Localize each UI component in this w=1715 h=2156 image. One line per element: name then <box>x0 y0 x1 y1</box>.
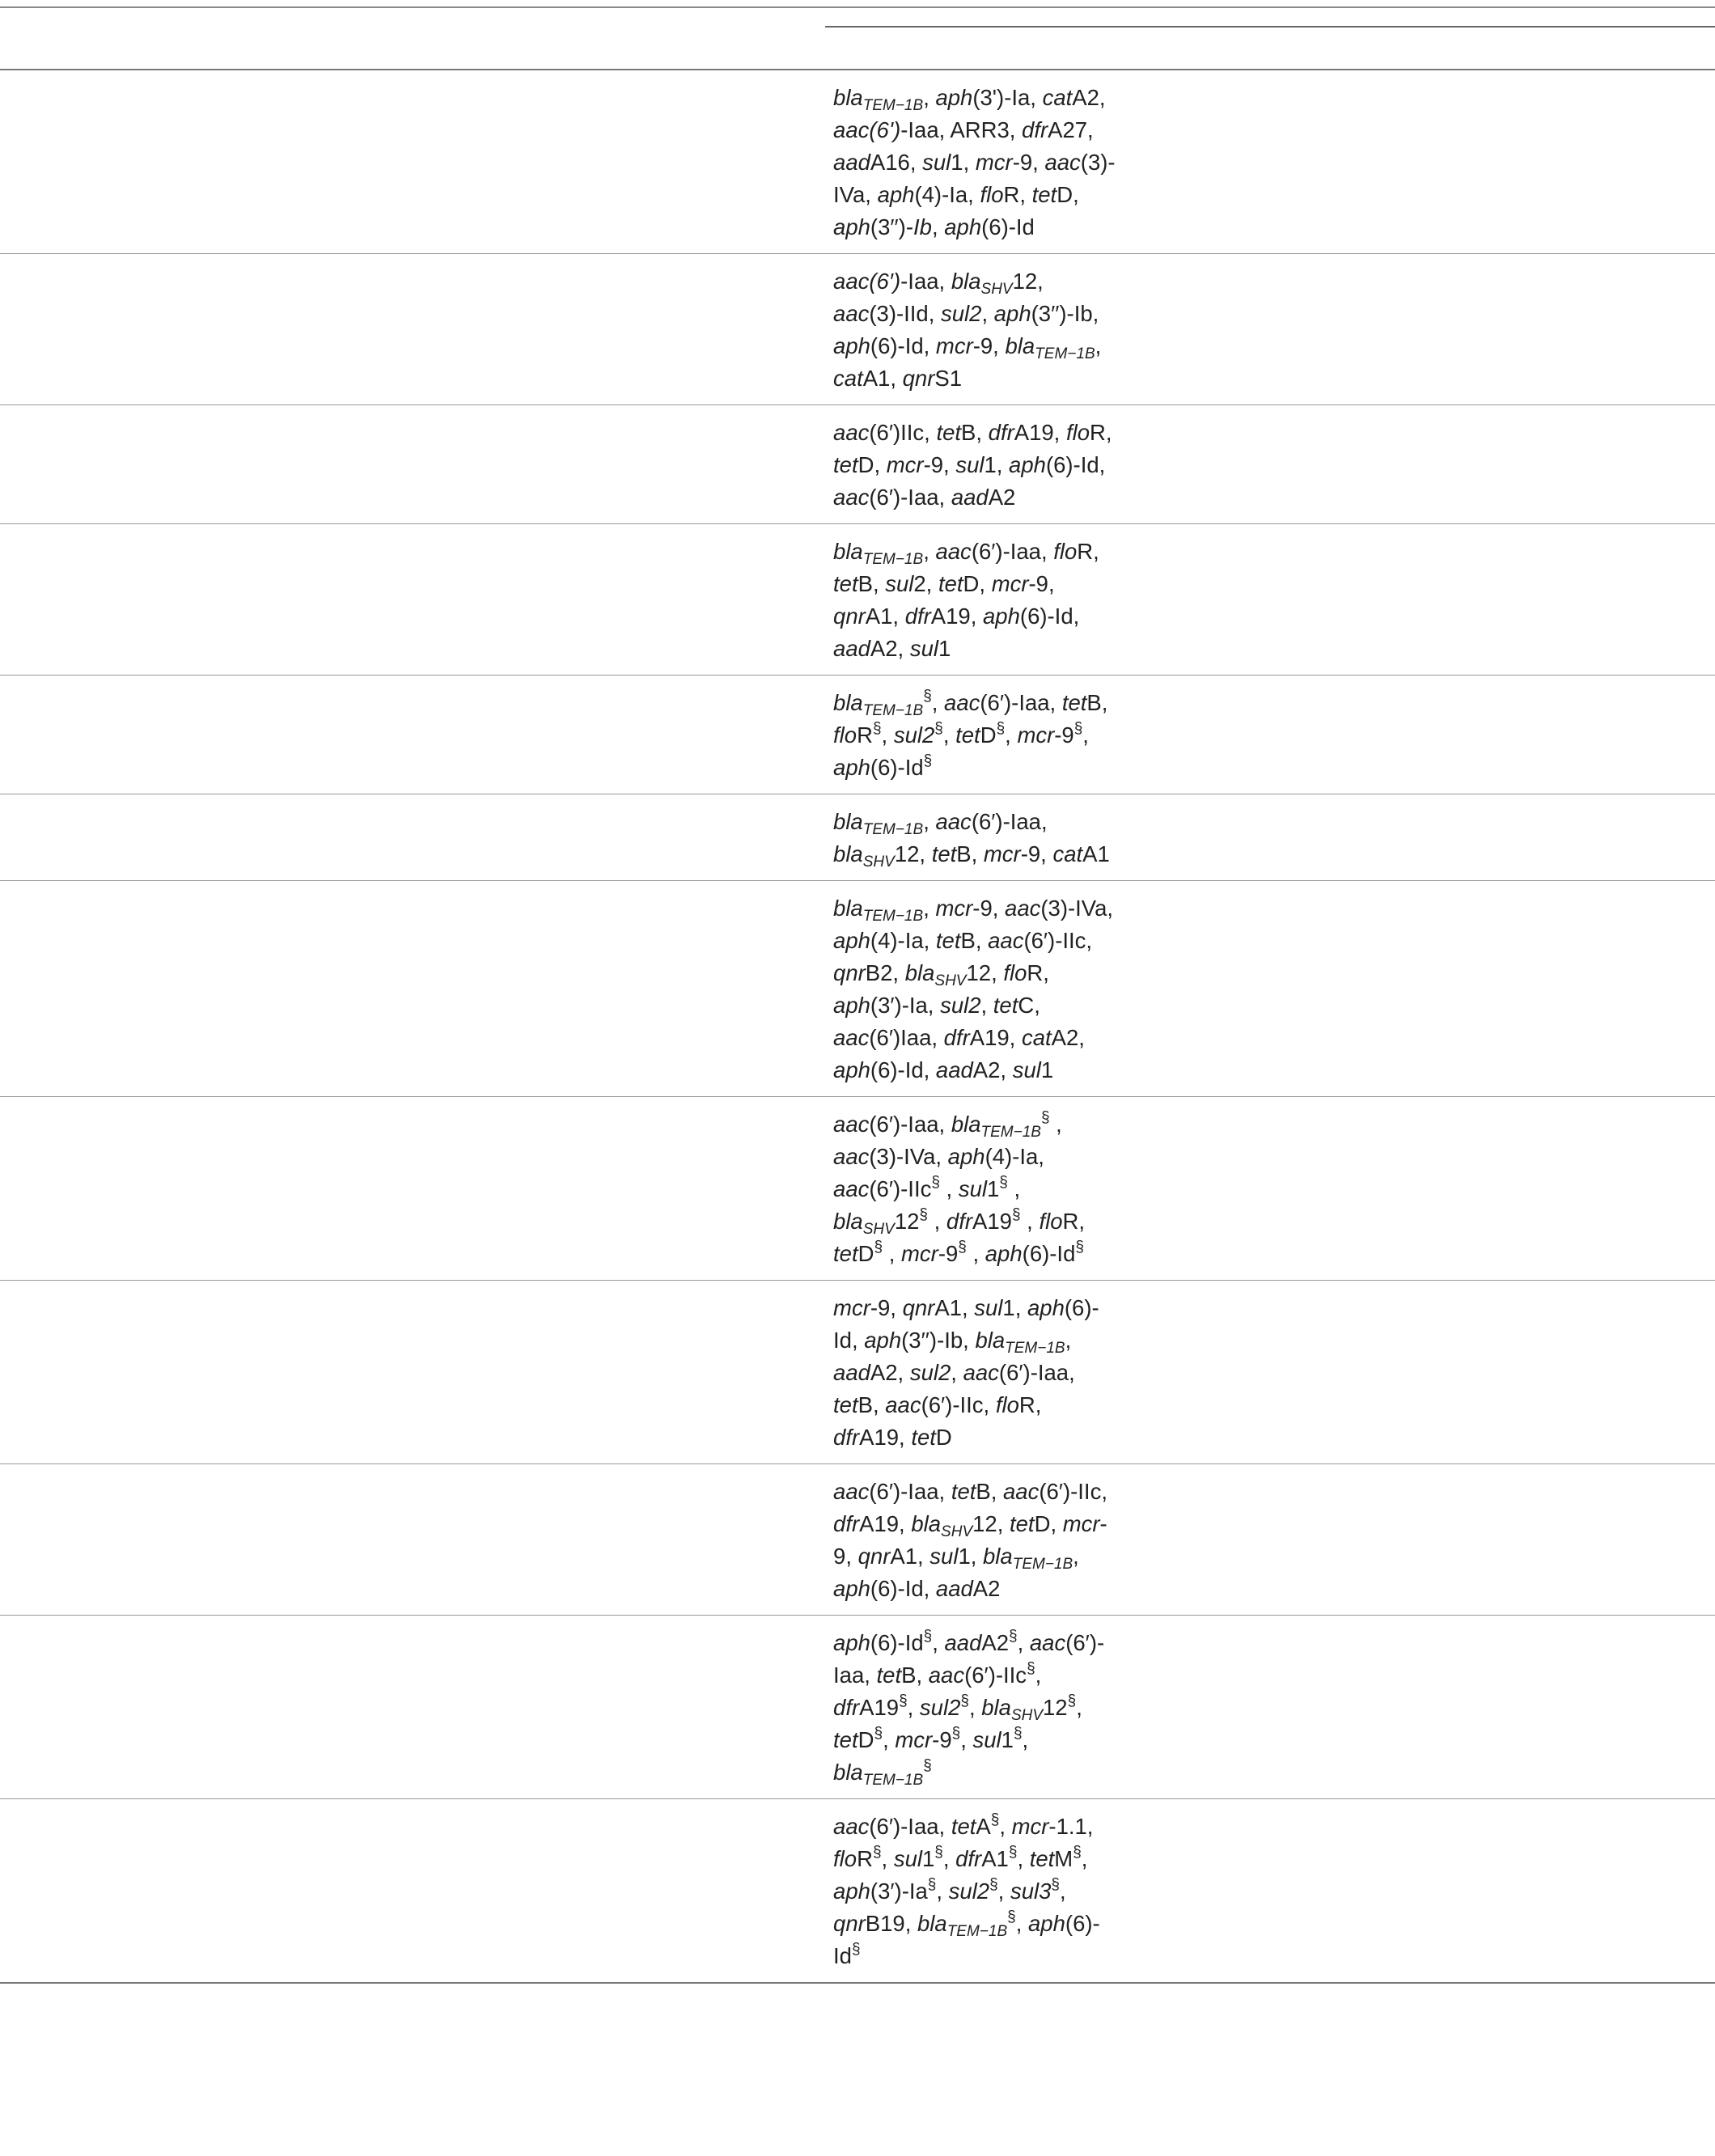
cell-ena <box>587 794 757 881</box>
col-header-ena <box>587 27 757 70</box>
cell-pmlst <box>1521 254 1715 405</box>
table-row <box>0 524 1715 676</box>
col-header-ast <box>1124 27 1375 70</box>
cell-isolate-id <box>0 1799 149 1984</box>
cell-origin <box>291 881 461 1097</box>
cell-year <box>461 1616 587 1799</box>
cell-serotype <box>149 524 291 676</box>
cell-pmlst <box>1521 676 1715 794</box>
cell-ast <box>1124 1281 1375 1464</box>
cell-ast <box>1124 70 1375 254</box>
cell-serotype <box>149 405 291 524</box>
cell-isolate-id <box>0 794 149 881</box>
cell-year <box>461 1799 587 1984</box>
cell-ena <box>587 1281 757 1464</box>
cell-pmlst <box>1521 524 1715 676</box>
cell-origin <box>291 254 461 405</box>
cell-genes: mcr-9, qnrA1, sul1, aph(6)-Id, aph(3′′)-Ib, bla$_{TEM-1B}$, aadA2, sul2, aac(6′)-Iaa, tetB, aac(6′)-IIc, floR, dfrA19, tetD <box>825 1281 1124 1464</box>
cell-origin <box>291 1616 461 1799</box>
cell-serotype <box>149 1464 291 1616</box>
cell-ena <box>587 1799 757 1984</box>
col-header-isolate-id <box>0 27 149 70</box>
cell-ena <box>587 676 757 794</box>
cell-st <box>757 1799 825 1984</box>
cell-year <box>461 70 587 254</box>
amr-table <box>0 6 1715 1984</box>
cell-genes: bla$_{TEM-1B}$, aac(6′)-Iaa, floR, tetB, sul2, tetD, mcr-9, qnrA1, dfrA19, aph(6)-Id, aadA2, sul1 <box>825 524 1124 676</box>
cell-isolate-id <box>0 676 149 794</box>
cell-year <box>461 524 587 676</box>
cell-isolate-id <box>0 254 149 405</box>
cell-year <box>461 1281 587 1464</box>
cell-isolate-id <box>0 881 149 1097</box>
cell-year <box>461 1464 587 1616</box>
cell-replicons <box>1375 676 1521 794</box>
cell-origin <box>291 1464 461 1616</box>
cell-ast <box>1124 1464 1375 1616</box>
cell-year <box>461 254 587 405</box>
table-row <box>0 1799 1715 1984</box>
cell-st <box>757 70 825 254</box>
cell-ena <box>587 1616 757 1799</box>
cell-ast <box>1124 881 1375 1097</box>
table-row <box>0 1616 1715 1799</box>
col-header-pmlst <box>1521 27 1715 70</box>
cell-ena <box>587 881 757 1097</box>
cell-ast <box>1124 676 1375 794</box>
cell-ast <box>1124 1616 1375 1799</box>
table-row <box>0 794 1715 881</box>
cell-st <box>757 405 825 524</box>
cell-st <box>757 1097 825 1281</box>
cell-ena <box>587 254 757 405</box>
cell-st <box>757 524 825 676</box>
cell-ast <box>1124 405 1375 524</box>
table-row <box>0 70 1715 254</box>
cell-origin <box>291 1097 461 1281</box>
col-header-serotype <box>149 27 291 70</box>
cell-pmlst <box>1521 1799 1715 1984</box>
cell-isolate-id <box>0 1464 149 1616</box>
column-header-row <box>0 27 1715 70</box>
table-row <box>0 676 1715 794</box>
cell-st <box>757 881 825 1097</box>
cell-pmlst <box>1521 1097 1715 1281</box>
cell-replicons <box>1375 1799 1521 1984</box>
col-header-origin <box>291 27 461 70</box>
cell-isolate-id <box>0 70 149 254</box>
cell-replicons <box>1375 254 1521 405</box>
cell-ast <box>1124 1799 1375 1984</box>
cell-pmlst <box>1521 1616 1715 1799</box>
cell-genes: aph(6)-Id§, aadA2§, aac(6′)-Iaa, tetB, aac(6′)-IIc§, dfrA19§, sul2§, bla$_{SHV}$12§, tetD§, mcr-9§, sul1§, bla$_{TEM-1B}$§ <box>825 1616 1124 1799</box>
cell-origin <box>291 1799 461 1984</box>
col-header-genes <box>825 27 1124 70</box>
cell-serotype <box>149 676 291 794</box>
cell-pmlst <box>1521 1464 1715 1616</box>
cell-isolate-id <box>0 524 149 676</box>
cell-ast <box>1124 794 1375 881</box>
cell-replicons <box>1375 881 1521 1097</box>
cell-replicons <box>1375 794 1521 881</box>
cell-origin <box>291 524 461 676</box>
cell-genes: aac(6′)IIc, tetB, dfrA19, floR, tetD, mcr-9, sul1, aph(6)-Id, aac(6′)-Iaa, aadA2 <box>825 405 1124 524</box>
col-header-st <box>757 27 825 70</box>
cell-replicons <box>1375 524 1521 676</box>
cell-isolate-id <box>0 1281 149 1464</box>
cell-ast <box>1124 1097 1375 1281</box>
cell-pmlst <box>1521 794 1715 881</box>
table-row <box>0 1281 1715 1464</box>
table-row <box>0 254 1715 405</box>
cell-pmlst <box>1521 1281 1715 1464</box>
cell-pmlst <box>1521 70 1715 254</box>
cell-genes: bla$_{TEM-1B}$§, aac(6′)-Iaa, tetB, floR§, sul2§, tetD§, mcr-9§, aph(6)-Id§ <box>825 676 1124 794</box>
cell-serotype <box>149 1616 291 1799</box>
cell-genes: bla$_{TEM-1B}$, aph(3')-Ia, catA2, aac(6')-Iaa, ARR3, dfrA27, aadA16, sul1, mcr-9, aac(3)-IVa, aph(4)-Ia, floR, tetD, aph(3′′)-Ib, aph(6)-Id <box>825 70 1124 254</box>
cell-ena <box>587 1097 757 1281</box>
cell-replicons <box>1375 1616 1521 1799</box>
cell-replicons <box>1375 70 1521 254</box>
cell-pmlst <box>1521 881 1715 1097</box>
cell-serotype <box>149 881 291 1097</box>
cell-ena <box>587 524 757 676</box>
cell-isolate-id <box>0 1616 149 1799</box>
cell-st <box>757 254 825 405</box>
cell-year <box>461 405 587 524</box>
cell-genes: aac(6′)-Iaa, bla$_{TEM-1B}$§ , aac(3)-IVa, aph(4)-Ia, aac(6′)-IIc§ , sul1§ , bla$_{SHV}$12§ , dfrA19§ , floR, tetD§ , mcr-9§ , aph(6)-Id§ <box>825 1097 1124 1281</box>
table-row <box>0 1097 1715 1281</box>
cell-genes: aac(6′)-Iaa, bla$_{SHV}$12, aac(3)-IId, sul2, aph(3′′)-Ib, aph(6)-Id, mcr-9, bla$_{TEM-1B}$, catA1, qnrS1 <box>825 254 1124 405</box>
cell-st <box>757 1616 825 1799</box>
cell-serotype <box>149 1097 291 1281</box>
col-header-replicons <box>1375 27 1521 70</box>
table-row <box>0 405 1715 524</box>
cell-serotype <box>149 254 291 405</box>
table-row <box>0 1464 1715 1616</box>
table-row <box>0 881 1715 1097</box>
cell-serotype <box>149 1799 291 1984</box>
cell-serotype <box>149 794 291 881</box>
cell-origin <box>291 794 461 881</box>
cell-origin <box>291 1281 461 1464</box>
cell-replicons <box>1375 1097 1521 1281</box>
cell-origin <box>291 676 461 794</box>
group-header-amr <box>825 7 1375 27</box>
group-header-row <box>0 7 1715 27</box>
cell-isolate-id <box>0 405 149 524</box>
cell-replicons <box>1375 405 1521 524</box>
col-header-year <box>461 27 587 70</box>
cell-replicons <box>1375 1281 1521 1464</box>
cell-origin <box>291 70 461 254</box>
cell-genes: aac(6′)-Iaa, tetB, aac(6′)-IIc, dfrA19, bla$_{SHV}$12, tetD, mcr-9, qnrA1, sul1, bla$_{TEM-1B}$, aph(6)-Id, aadA2 <box>825 1464 1124 1616</box>
cell-ast <box>1124 524 1375 676</box>
cell-ena <box>587 70 757 254</box>
cell-ast <box>1124 254 1375 405</box>
cell-st <box>757 1464 825 1616</box>
cell-year <box>461 881 587 1097</box>
cell-serotype <box>149 1281 291 1464</box>
cell-genes: bla$_{TEM-1B}$, mcr-9, aac(3)-IVa, aph(4)-Ia, tetB, aac(6′)-IIc, qnrB2, bla$_{SHV}$12, floR, aph(3′)-Ia, sul2, tetC, aac(6′)Iaa, dfrA19, catA2, aph(6)-Id, aadA2, sul1 <box>825 881 1124 1097</box>
group-header-plasmid <box>1375 7 1715 27</box>
cell-st <box>757 676 825 794</box>
cell-year <box>461 794 587 881</box>
cell-year <box>461 1097 587 1281</box>
cell-genes: bla$_{TEM-1B}$, aac(6′)-Iaa, bla$_{SHV}$12, tetB, mcr-9, catA1 <box>825 794 1124 881</box>
cell-genes: aac(6′)-Iaa, tetA§, mcr-1.1, floR§, sul1§, dfrA1§, tetM§, aph(3′)-Ia§, sul2§, sul3§, qnrB19, bla$_{TEM-1B}$§, aph(6)-Id§ <box>825 1799 1124 1984</box>
cell-ena <box>587 1464 757 1616</box>
cell-st <box>757 794 825 881</box>
cell-origin <box>291 405 461 524</box>
cell-isolate-id <box>0 1097 149 1281</box>
cell-ena <box>587 405 757 524</box>
cell-replicons <box>1375 1464 1521 1616</box>
cell-pmlst <box>1521 405 1715 524</box>
cell-st <box>757 1281 825 1464</box>
cell-serotype <box>149 70 291 254</box>
cell-year <box>461 676 587 794</box>
